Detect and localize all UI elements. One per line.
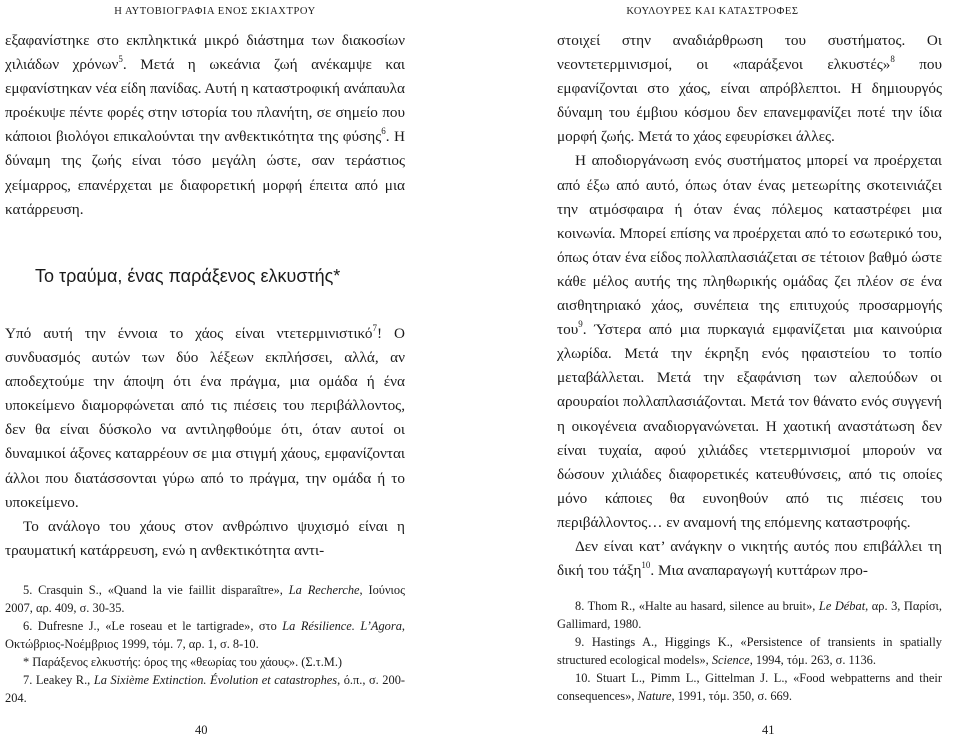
footnotes-left [5,581,405,707]
footnotes-right [557,597,942,705]
paragraph: εξαφανίστηκε στο εκπληκτικά μικρό διάστημα των διακοσίων χιλιάδων χρόνων$^5$. Μετά η ωκεάνια ζωή ανέκαμψε και εμφανίστηκαν νέα είδη πανίδας. Αυτή η καταστροφική ανάπαυλα προέκυψε πέντε φορές στην ιστορία του πλανήτη, σε σημείο που κάποιοι βιολόγοι επικαλούνται την ανθεκτικότητα της φύσης$^6$. Η δύναμη της ζωής είναι τόσο μεγάλη ώστε, σαν τεράστιος χείμαρρος, επανέρχεται με διαφορετική μορφή έπειτα από μια κατάρρευση. [5,32,406,218]
paragraph: Η αποδιοργάνωση ενός συστήματος μπορεί να προέρχεται από έξω από αυτό, όπως όταν ένας μετεωρίτης σκοτεινιάζει την ατμόσφαιρα ή όταν ένας πόλεμος καταστρέφει μια κοινωνία. Μπορεί επίσης να προέρχεται από το εσωτερικό του, όπως όταν ένα είδος πολλαπλασιάζεται σε τέτοιον βαθμό ώστε κάθε μέλος αυτής της πληθωρικής ομάδας ζει πλέον σε ένα αισθητηριακό χάος, συνέπεια της επιτυχούς προσαρμογής του$^9$. Ύστερα από μια πυρκαγιά εμφανίζεται μια καινούρια χλωρίδα. Μετά την έκρηξη ενός ηφαιστείου το τοπίο μεταβάλλεται. Μετά την εξαφάνιση των αλεπούδων οι αρουραίοι πολλαπλασιάζονται. Μετά τον θάνατο ενός συγγενή η οικογένεια αναδιοργανώνεται. Η χαοτική αναστάτωση δεν είναι τυχαία, αφού χιλιάδες ντετερμινισμοί μπορούν να δώσουν χιλιάδες διαφορετικές κατευθύνσεις, από τις οποίες μόνο κάποιες θα ευνοηθούν από τις πιέσεις του περιβάλλοντος… εν αναμονή της επόμενης καταστροφής. [557,152,942,531]
footnote-ref[interactable]: 7 [372,323,377,334]
footnote-5: 5. Crasquin S., «Quand la vie faillit disparaître», La Recherche, Ιούνιος 2007, αρ. 409, σ. 30-35. [5,583,405,615]
footnote-6: 6. Dufresne J., «Le roseau et le tartigrade», στο La Résilience. L’Agora, Οκτώβριος-Νοέμβριος 1999, τόμ. 7, αρ. 1, σ. 8-10. [5,619,406,651]
footnote-9: 9. Hastings A., Higgings K., «Persistence of transients in spatially structured ecological models», Science, 1994, τόμ. 263, σ. 1136. [557,635,942,667]
footnote-ref[interactable]: 6 [381,126,386,137]
footnote-7: 7. Leakey R., La Sixième Extinction. Évolution et catastrophes, ό.π., σ. 200-204. [5,673,406,705]
running-head-left: Η ΑΥΤΟΒΙΟΓΡΑΦΙΑ ΕΝΟΣ ΣΚΙΑΧΤΡΟΥ [114,6,316,17]
left-body-top [5,29,405,222]
page-number-right: 41 [762,723,775,737]
section-heading: Το τραύμα, ένας παράξενος ελκυστής* [35,266,341,286]
footnote-ref[interactable]: 5 [118,54,123,65]
footnote-10: 10. Stuart L., Pimm L., Gittelman J. L., «Food webpatterns and their consequences», Nature, 1991, τόμ. 350, σ. 669. [557,671,942,703]
running-head-right: ΚΟΥΛΟΥΡΕΣ ΚΑΙ ΚΑΤΑΣΤΡΟΦΕΣ [626,6,799,17]
right-page [480,0,960,742]
paragraph: Δεν είναι κατ’ ανάγκην ο νικητής αυτός που επιβάλλει τη δική του τάξη$^{10}$. Μια αναπαραγωγή κυττάρων προ- [557,537,942,580]
footnote-ref[interactable]: 8 [890,54,895,65]
footnote-ref[interactable]: 9 [578,319,583,330]
paragraph: Το ανάλογο του χάους στον ανθρώπινο ψυχισμό είναι η τραυματική κατάρρευση, ενώ η ανθεκτικότητα αντι- [5,517,405,559]
footnote-star: * Παράξενος ελκυστής: όρος της «θεωρίας του χάους». (Σ.τ.Μ.) [23,655,343,669]
paragraph: στοιχεί στην αναδιάρθρωση του συστήματος. Οι νεοντετερμινισμοί, οι «παράξενοι ελκυστές»$^8$ που εμφανίζονται στο χάος, είναι απρόβλεπτοι. Η δημιουργός δύναμη του έμβιου κόσμου δεν επανεμφανίζει ποτέ την ίδια μορφή ζωής. Μετά το χάος εφευρίσκει άλλες. [557,32,943,146]
footnote-8: 8. Thom R., «Halte au hasard, silence au bruit», Le Débat, αρ. 3, Παρίσι, Gallimard, 1980. [557,599,942,631]
page-number-left: 40 [195,723,208,737]
right-body [557,29,942,583]
left-body-bottom [5,322,405,563]
paragraph: Υπό αυτή την έννοια το χάος είναι ντετερμινιστικό$^7$! Ο συνδυασμός αυτών των δύο λέξεων εκπλήσσει, αλλά, αν αποδεχτούμε την άποψη ότι ένα πράγμα, μια ομάδα ή ένα υποκείμενο διαμορφώνεται από τις πιέσεις του περιβάλλοντος, δεν θα είναι δύσκολο να αντιληφθούμε ότι, όταν αυτοί οι δυναμικοί άξονες καταρρέουν σε μια στιγμή χάους, εμφανίζονται άλλοι που διατάσσονται γύρω από το πράγμα, την ομάδα ή το υποκείμενο. [5,323,405,511]
footnote-ref[interactable]: 10 [641,560,651,571]
